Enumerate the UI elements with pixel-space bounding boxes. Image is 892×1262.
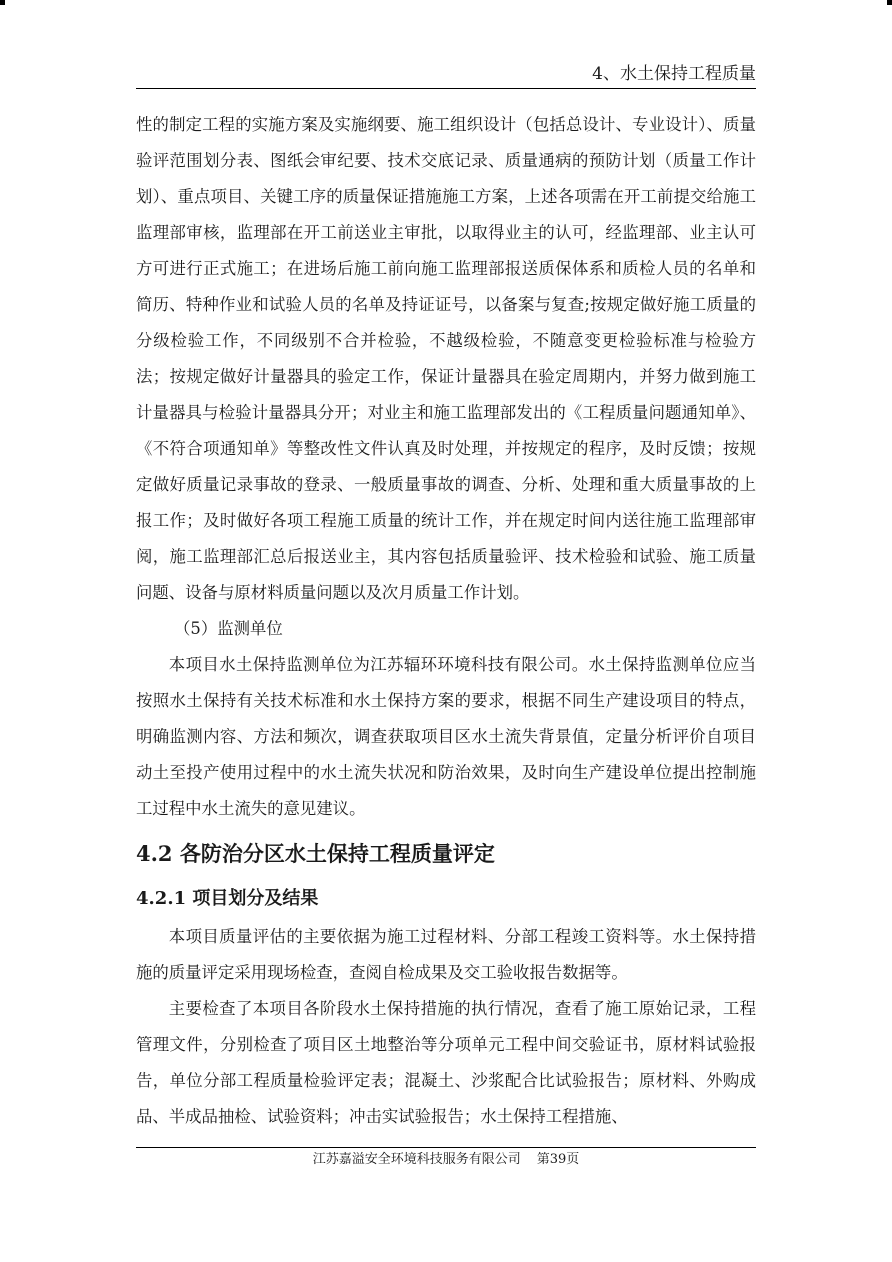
page-body bbox=[136, 107, 756, 1135]
section-heading-4-2: 4.2 各防治分区水土保持工程质量评定 bbox=[136, 841, 495, 866]
paragraph-quality-duties: 性的制定工程的实施方案及实施纲要、施工组织设计（包括总设计、专业设计）、质量验评范围划分表、图纸会审纪要、技术交底记录、质量通病的预防计划（质量工作计划）、重点项目、关键工序的质量保证措施施工方案，上述各项需在开工前提交给施工监理部审核，监理部在开工前送业主审批，以取得业主的认可，经监理部、业主认可方可进行正式施工；在进场后施工前向施工监理部报送质保体系和质检人员的名单和简历、特种作业和试验人员的名单及持证证号，以备案与复查;按规定做好施工质量的分级检验工作，不同级别不合并检验，不越级检验，不随意变更检验标准与检验方法；按规定做好计量器具的验定工作，保证计量器具在验定周期内，并努力做到施工计量器具与检验计量器具分开；对业主和施工监理部发出的《工程质量问题通知单》、《不符合项通知单》等整改性文件认真及时处理，并按规定的程序，及时反馈；按规定做好质量记录事故的登录、一般质量事故的调查、分析、处理和重大质量事故的上报工作；及时做好各项工程施工质量的统计工作，并在规定时间内送往施工监理部审阅，施工监理部汇总后报送业主，其内容包括质量验评、技术检验和试验、施工质量问题、设备与原材料质量问题以及次月质量工作计划。 bbox=[136, 115, 756, 602]
paragraph-inspection-scope: 主要检查了本项目各阶段水土保持措施的执行情况，查看了施工原始记录，工程管理文件，分别检查了项目区土地整治等分项单元工程中间交验证书，原材料试验报告，单位分部工程质量检验评定表；混凝土、沙浆配合比试验报告；原材料、外购成品、半成品抽检、试验资料；冲击实试验报告；水土保持工程措施、 bbox=[136, 999, 756, 1126]
running-header bbox=[136, 60, 756, 89]
item-monitoring-unit-title: （5）监测单位 bbox=[174, 619, 283, 638]
paragraph-monitoring-unit: 本项目水土保持监测单位为江苏辐环环境科技有限公司。水土保持监测单位应当按照水土保持有关技术标准和水土保持方案的要求，根据不同生产建设项目的特点，明确监测内容、方法和频次，调查获取项目区水土流失背景值，定量分析评价自项目动土至投产使用过程中的水土流失状况和防治效果，及时向生产建设单位提出控制施工过程中水土流失的意见建议。 bbox=[136, 655, 756, 818]
footer-company: 江苏嘉溢安全环境科技服务有限公司 bbox=[312, 1152, 521, 1167]
paragraph-evaluation-basis: 本项目质量评估的主要依据为施工过程材料、分部工程竣工资料等。水土保持措施的质量评定采用现场检查，查阅自检成果及交工验收报告数据等。 bbox=[136, 927, 756, 982]
section-heading-4-2-1: 4.2.1 项目划分及结果 bbox=[136, 888, 319, 909]
chapter-title: 4、水土保持工程质量 bbox=[592, 64, 756, 84]
page-footer bbox=[136, 1147, 756, 1172]
scan-corner-mark bbox=[887, 0, 892, 5]
scan-corner-mark bbox=[0, 0, 5, 5]
page-number: 第39页 bbox=[536, 1152, 580, 1167]
